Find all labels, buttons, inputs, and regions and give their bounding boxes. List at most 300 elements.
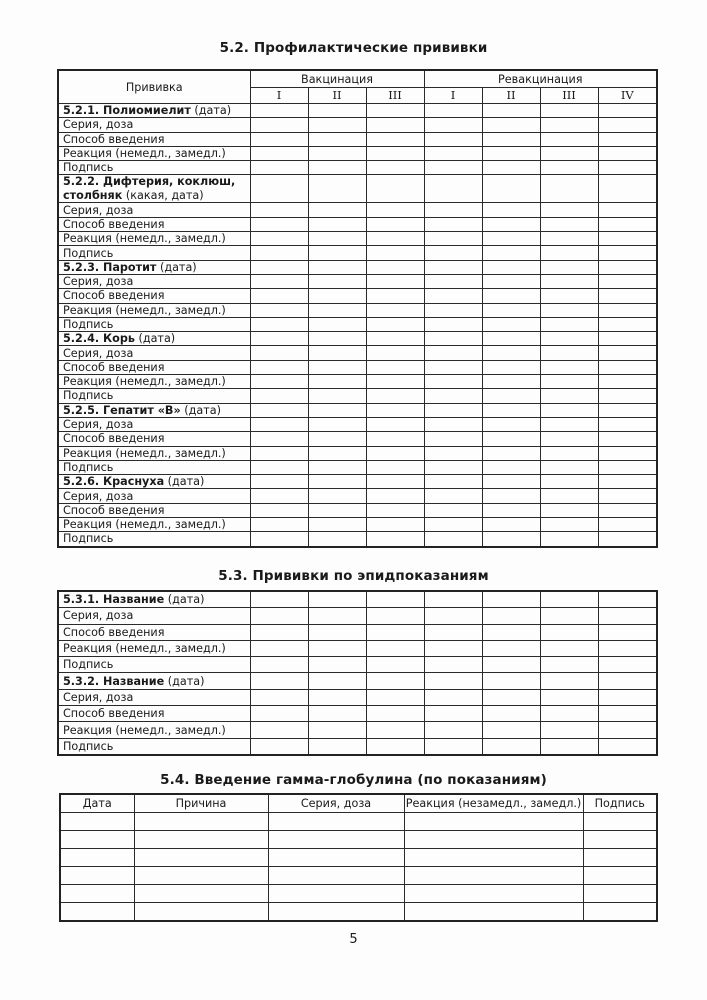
entry-cell[interactable] (482, 260, 540, 274)
entry-cell[interactable] (424, 332, 482, 346)
entry-cell[interactable] (308, 432, 366, 446)
entry-cell[interactable] (424, 274, 482, 288)
entry-cell[interactable] (583, 885, 657, 903)
entry-cell[interactable] (308, 706, 366, 722)
entry-cell[interactable] (598, 217, 657, 231)
entry-cell[interactable] (598, 232, 657, 246)
entry-cell[interactable] (404, 831, 583, 849)
entry-cell[interactable] (308, 217, 366, 231)
entry-cell[interactable] (540, 591, 598, 608)
entry-cell[interactable] (424, 624, 482, 640)
entry-cell[interactable] (366, 417, 424, 431)
entry-cell[interactable] (250, 332, 308, 346)
entry-cell[interactable] (308, 274, 366, 288)
entry-cell[interactable] (366, 217, 424, 231)
entry-cell[interactable] (250, 317, 308, 331)
entry-cell[interactable] (366, 346, 424, 360)
entry-cell[interactable] (250, 689, 308, 705)
entry-cell[interactable] (250, 260, 308, 274)
entry-cell[interactable] (598, 532, 657, 547)
entry-cell[interactable] (482, 232, 540, 246)
entry-cell[interactable] (540, 475, 598, 489)
entry-cell[interactable] (250, 360, 308, 374)
entry-cell[interactable] (540, 532, 598, 547)
entry-cell[interactable] (482, 317, 540, 331)
entry-cell[interactable] (540, 104, 598, 118)
entry-cell[interactable] (308, 303, 366, 317)
entry-cell[interactable] (598, 260, 657, 274)
entry-cell[interactable] (308, 232, 366, 246)
entry-cell[interactable] (366, 389, 424, 403)
entry-cell[interactable] (424, 346, 482, 360)
entry-cell[interactable] (482, 591, 540, 608)
entry-cell[interactable] (424, 289, 482, 303)
entry-cell[interactable] (60, 885, 134, 903)
entry-cell[interactable] (424, 417, 482, 431)
entry-cell[interactable] (598, 132, 657, 146)
entry-cell[interactable] (540, 608, 598, 624)
entry-cell[interactable] (482, 132, 540, 146)
entry-cell[interactable] (250, 432, 308, 446)
entry-cell[interactable] (482, 417, 540, 431)
entry-cell[interactable] (366, 591, 424, 608)
entry-cell[interactable] (598, 161, 657, 175)
entry-cell[interactable] (424, 460, 482, 474)
entry-cell[interactable] (250, 232, 308, 246)
entry-cell[interactable] (250, 303, 308, 317)
entry-cell[interactable] (134, 849, 268, 867)
entry-cell[interactable] (482, 246, 540, 260)
entry-cell[interactable] (482, 518, 540, 532)
entry-cell[interactable] (540, 624, 598, 640)
entry-cell[interactable] (598, 591, 657, 608)
entry-cell[interactable] (308, 518, 366, 532)
entry-cell[interactable] (598, 446, 657, 460)
entry-cell[interactable] (250, 460, 308, 474)
entry-cell[interactable] (366, 446, 424, 460)
entry-cell[interactable] (424, 518, 482, 532)
entry-cell[interactable] (598, 203, 657, 217)
entry-cell[interactable] (482, 389, 540, 403)
entry-cell[interactable] (583, 849, 657, 867)
entry-cell[interactable] (540, 640, 598, 656)
entry-cell[interactable] (540, 303, 598, 317)
entry-cell[interactable] (366, 475, 424, 489)
entry-cell[interactable] (134, 903, 268, 922)
entry-cell[interactable] (598, 518, 657, 532)
entry-cell[interactable] (308, 475, 366, 489)
entry-cell[interactable] (366, 518, 424, 532)
entry-cell[interactable] (482, 738, 540, 755)
entry-cell[interactable] (424, 203, 482, 217)
entry-cell[interactable] (250, 503, 308, 517)
entry-cell[interactable] (598, 624, 657, 640)
entry-cell[interactable] (598, 118, 657, 132)
entry-cell[interactable] (250, 489, 308, 503)
entry-cell[interactable] (540, 689, 598, 705)
entry-cell[interactable] (250, 118, 308, 132)
entry-cell[interactable] (482, 532, 540, 547)
entry-cell[interactable] (482, 217, 540, 231)
entry-cell[interactable] (540, 289, 598, 303)
entry-cell[interactable] (366, 289, 424, 303)
entry-cell[interactable] (583, 903, 657, 922)
entry-cell[interactable] (404, 885, 583, 903)
entry-cell[interactable] (482, 375, 540, 389)
entry-cell[interactable] (308, 246, 366, 260)
entry-cell[interactable] (424, 317, 482, 331)
entry-cell[interactable] (308, 332, 366, 346)
entry-cell[interactable] (540, 332, 598, 346)
entry-cell[interactable] (598, 360, 657, 374)
entry-cell[interactable] (424, 657, 482, 673)
entry-cell[interactable] (250, 624, 308, 640)
entry-cell[interactable] (424, 689, 482, 705)
entry-cell[interactable] (366, 532, 424, 547)
entry-cell[interactable] (424, 161, 482, 175)
entry-cell[interactable] (250, 657, 308, 673)
entry-cell[interactable] (540, 175, 598, 203)
entry-cell[interactable] (366, 689, 424, 705)
entry-cell[interactable] (308, 175, 366, 203)
entry-cell[interactable] (424, 303, 482, 317)
entry-cell[interactable] (598, 417, 657, 431)
entry-cell[interactable] (540, 274, 598, 288)
entry-cell[interactable] (366, 232, 424, 246)
entry-cell[interactable] (482, 274, 540, 288)
entry-cell[interactable] (598, 640, 657, 656)
entry-cell[interactable] (540, 432, 598, 446)
entry-cell[interactable] (404, 867, 583, 885)
entry-cell[interactable] (308, 446, 366, 460)
entry-cell[interactable] (250, 161, 308, 175)
entry-cell[interactable] (598, 375, 657, 389)
entry-cell[interactable] (366, 375, 424, 389)
entry-cell[interactable] (598, 657, 657, 673)
entry-cell[interactable] (250, 375, 308, 389)
entry-cell[interactable] (308, 118, 366, 132)
entry-cell[interactable] (268, 849, 404, 867)
entry-cell[interactable] (250, 706, 308, 722)
entry-cell[interactable] (250, 346, 308, 360)
entry-cell[interactable] (540, 706, 598, 722)
entry-cell[interactable] (424, 432, 482, 446)
entry-cell[interactable] (598, 403, 657, 417)
entry-cell[interactable] (482, 403, 540, 417)
entry-cell[interactable] (424, 673, 482, 689)
entry-cell[interactable] (60, 831, 134, 849)
entry-cell[interactable] (598, 738, 657, 755)
entry-cell[interactable] (598, 332, 657, 346)
entry-cell[interactable] (308, 608, 366, 624)
entry-cell[interactable] (482, 332, 540, 346)
entry-cell[interactable] (60, 849, 134, 867)
entry-cell[interactable] (540, 132, 598, 146)
entry-cell[interactable] (366, 274, 424, 288)
entry-cell[interactable] (366, 246, 424, 260)
entry-cell[interactable] (250, 738, 308, 755)
entry-cell[interactable] (482, 303, 540, 317)
entry-cell[interactable] (540, 446, 598, 460)
entry-cell[interactable] (583, 831, 657, 849)
entry-cell[interactable] (268, 867, 404, 885)
entry-cell[interactable] (366, 503, 424, 517)
entry-cell[interactable] (404, 849, 583, 867)
entry-cell[interactable] (366, 332, 424, 346)
entry-cell[interactable] (308, 657, 366, 673)
entry-cell[interactable] (598, 460, 657, 474)
entry-cell[interactable] (424, 722, 482, 738)
entry-cell[interactable] (250, 175, 308, 203)
entry-cell[interactable] (366, 146, 424, 160)
entry-cell[interactable] (424, 446, 482, 460)
entry-cell[interactable] (482, 475, 540, 489)
entry-cell[interactable] (482, 608, 540, 624)
entry-cell[interactable] (268, 831, 404, 849)
entry-cell[interactable] (366, 175, 424, 203)
entry-cell[interactable] (308, 360, 366, 374)
entry-cell[interactable] (60, 813, 134, 831)
entry-cell[interactable] (366, 104, 424, 118)
entry-cell[interactable] (540, 722, 598, 738)
entry-cell[interactable] (250, 274, 308, 288)
entry-cell[interactable] (482, 673, 540, 689)
entry-cell[interactable] (424, 246, 482, 260)
entry-cell[interactable] (598, 246, 657, 260)
entry-cell[interactable] (404, 903, 583, 922)
entry-cell[interactable] (366, 132, 424, 146)
entry-cell[interactable] (308, 317, 366, 331)
entry-cell[interactable] (366, 738, 424, 755)
entry-cell[interactable] (60, 903, 134, 922)
entry-cell[interactable] (482, 489, 540, 503)
entry-cell[interactable] (308, 722, 366, 738)
entry-cell[interactable] (366, 608, 424, 624)
entry-cell[interactable] (482, 689, 540, 705)
entry-cell[interactable] (308, 203, 366, 217)
entry-cell[interactable] (598, 475, 657, 489)
entry-cell[interactable] (308, 532, 366, 547)
entry-cell[interactable] (482, 104, 540, 118)
entry-cell[interactable] (540, 146, 598, 160)
entry-cell[interactable] (424, 403, 482, 417)
entry-cell[interactable] (250, 289, 308, 303)
entry-cell[interactable] (598, 608, 657, 624)
entry-cell[interactable] (308, 417, 366, 431)
entry-cell[interactable] (308, 161, 366, 175)
entry-cell[interactable] (366, 360, 424, 374)
entry-cell[interactable] (308, 673, 366, 689)
entry-cell[interactable] (424, 132, 482, 146)
entry-cell[interactable] (424, 389, 482, 403)
entry-cell[interactable] (250, 518, 308, 532)
entry-cell[interactable] (598, 346, 657, 360)
entry-cell[interactable] (268, 903, 404, 922)
entry-cell[interactable] (366, 303, 424, 317)
entry-cell[interactable] (404, 813, 583, 831)
entry-cell[interactable] (540, 460, 598, 474)
entry-cell[interactable] (482, 289, 540, 303)
entry-cell[interactable] (366, 317, 424, 331)
entry-cell[interactable] (540, 217, 598, 231)
entry-cell[interactable] (366, 432, 424, 446)
entry-cell[interactable] (424, 640, 482, 656)
entry-cell[interactable] (482, 146, 540, 160)
entry-cell[interactable] (424, 175, 482, 203)
entry-cell[interactable] (598, 289, 657, 303)
entry-cell[interactable] (134, 813, 268, 831)
entry-cell[interactable] (308, 489, 366, 503)
entry-cell[interactable] (482, 460, 540, 474)
entry-cell[interactable] (540, 657, 598, 673)
entry-cell[interactable] (250, 203, 308, 217)
entry-cell[interactable] (482, 346, 540, 360)
entry-cell[interactable] (424, 217, 482, 231)
entry-cell[interactable] (540, 246, 598, 260)
entry-cell[interactable] (268, 813, 404, 831)
entry-cell[interactable] (308, 346, 366, 360)
entry-cell[interactable] (366, 706, 424, 722)
entry-cell[interactable] (308, 624, 366, 640)
entry-cell[interactable] (482, 118, 540, 132)
entry-cell[interactable] (424, 738, 482, 755)
entry-cell[interactable] (366, 203, 424, 217)
entry-cell[interactable] (424, 260, 482, 274)
entry-cell[interactable] (366, 657, 424, 673)
entry-cell[interactable] (250, 608, 308, 624)
entry-cell[interactable] (424, 104, 482, 118)
entry-cell[interactable] (250, 446, 308, 460)
entry-cell[interactable] (308, 403, 366, 417)
entry-cell[interactable] (540, 360, 598, 374)
entry-cell[interactable] (308, 146, 366, 160)
entry-cell[interactable] (598, 274, 657, 288)
entry-cell[interactable] (424, 591, 482, 608)
entry-cell[interactable] (598, 146, 657, 160)
entry-cell[interactable] (540, 389, 598, 403)
entry-cell[interactable] (308, 289, 366, 303)
entry-cell[interactable] (424, 360, 482, 374)
entry-cell[interactable] (250, 403, 308, 417)
entry-cell[interactable] (540, 738, 598, 755)
entry-cell[interactable] (424, 503, 482, 517)
entry-cell[interactable] (482, 624, 540, 640)
entry-cell[interactable] (250, 640, 308, 656)
entry-cell[interactable] (424, 489, 482, 503)
entry-cell[interactable] (540, 503, 598, 517)
entry-cell[interactable] (366, 722, 424, 738)
entry-cell[interactable] (540, 489, 598, 503)
entry-cell[interactable] (540, 260, 598, 274)
entry-cell[interactable] (598, 673, 657, 689)
entry-cell[interactable] (308, 503, 366, 517)
entry-cell[interactable] (134, 885, 268, 903)
entry-cell[interactable] (424, 608, 482, 624)
entry-cell[interactable] (250, 389, 308, 403)
entry-cell[interactable] (250, 104, 308, 118)
entry-cell[interactable] (134, 831, 268, 849)
entry-cell[interactable] (598, 503, 657, 517)
entry-cell[interactable] (424, 475, 482, 489)
entry-cell[interactable] (308, 640, 366, 656)
entry-cell[interactable] (598, 489, 657, 503)
entry-cell[interactable] (598, 689, 657, 705)
entry-cell[interactable] (366, 460, 424, 474)
entry-cell[interactable] (482, 640, 540, 656)
entry-cell[interactable] (482, 503, 540, 517)
entry-cell[interactable] (540, 518, 598, 532)
entry-cell[interactable] (482, 175, 540, 203)
entry-cell[interactable] (598, 432, 657, 446)
entry-cell[interactable] (598, 706, 657, 722)
entry-cell[interactable] (424, 532, 482, 547)
entry-cell[interactable] (424, 375, 482, 389)
entry-cell[interactable] (598, 175, 657, 203)
entry-cell[interactable] (424, 146, 482, 160)
entry-cell[interactable] (250, 475, 308, 489)
entry-cell[interactable] (250, 591, 308, 608)
entry-cell[interactable] (134, 867, 268, 885)
entry-cell[interactable] (424, 232, 482, 246)
entry-cell[interactable] (482, 432, 540, 446)
entry-cell[interactable] (598, 104, 657, 118)
entry-cell[interactable] (482, 446, 540, 460)
entry-cell[interactable] (540, 375, 598, 389)
entry-cell[interactable] (250, 132, 308, 146)
entry-cell[interactable] (540, 417, 598, 431)
entry-cell[interactable] (250, 722, 308, 738)
entry-cell[interactable] (540, 673, 598, 689)
entry-cell[interactable] (482, 722, 540, 738)
entry-cell[interactable] (250, 417, 308, 431)
entry-cell[interactable] (424, 118, 482, 132)
entry-cell[interactable] (540, 118, 598, 132)
entry-cell[interactable] (366, 489, 424, 503)
entry-cell[interactable] (366, 260, 424, 274)
entry-cell[interactable] (598, 722, 657, 738)
entry-cell[interactable] (366, 161, 424, 175)
entry-cell[interactable] (366, 624, 424, 640)
entry-cell[interactable] (308, 260, 366, 274)
entry-cell[interactable] (540, 346, 598, 360)
entry-cell[interactable] (308, 132, 366, 146)
entry-cell[interactable] (60, 867, 134, 885)
entry-cell[interactable] (366, 640, 424, 656)
entry-cell[interactable] (268, 885, 404, 903)
entry-cell[interactable] (308, 460, 366, 474)
entry-cell[interactable] (598, 317, 657, 331)
entry-cell[interactable] (424, 706, 482, 722)
entry-cell[interactable] (540, 317, 598, 331)
entry-cell[interactable] (540, 161, 598, 175)
entry-cell[interactable] (308, 375, 366, 389)
entry-cell[interactable] (250, 246, 308, 260)
entry-cell[interactable] (540, 232, 598, 246)
entry-cell[interactable] (482, 706, 540, 722)
entry-cell[interactable] (250, 532, 308, 547)
entry-cell[interactable] (482, 203, 540, 217)
entry-cell[interactable] (308, 389, 366, 403)
entry-cell[interactable] (583, 867, 657, 885)
entry-cell[interactable] (308, 591, 366, 608)
entry-cell[interactable] (308, 104, 366, 118)
entry-cell[interactable] (366, 673, 424, 689)
entry-cell[interactable] (482, 161, 540, 175)
entry-cell[interactable] (250, 673, 308, 689)
entry-cell[interactable] (540, 203, 598, 217)
entry-cell[interactable] (250, 146, 308, 160)
entry-cell[interactable] (540, 403, 598, 417)
